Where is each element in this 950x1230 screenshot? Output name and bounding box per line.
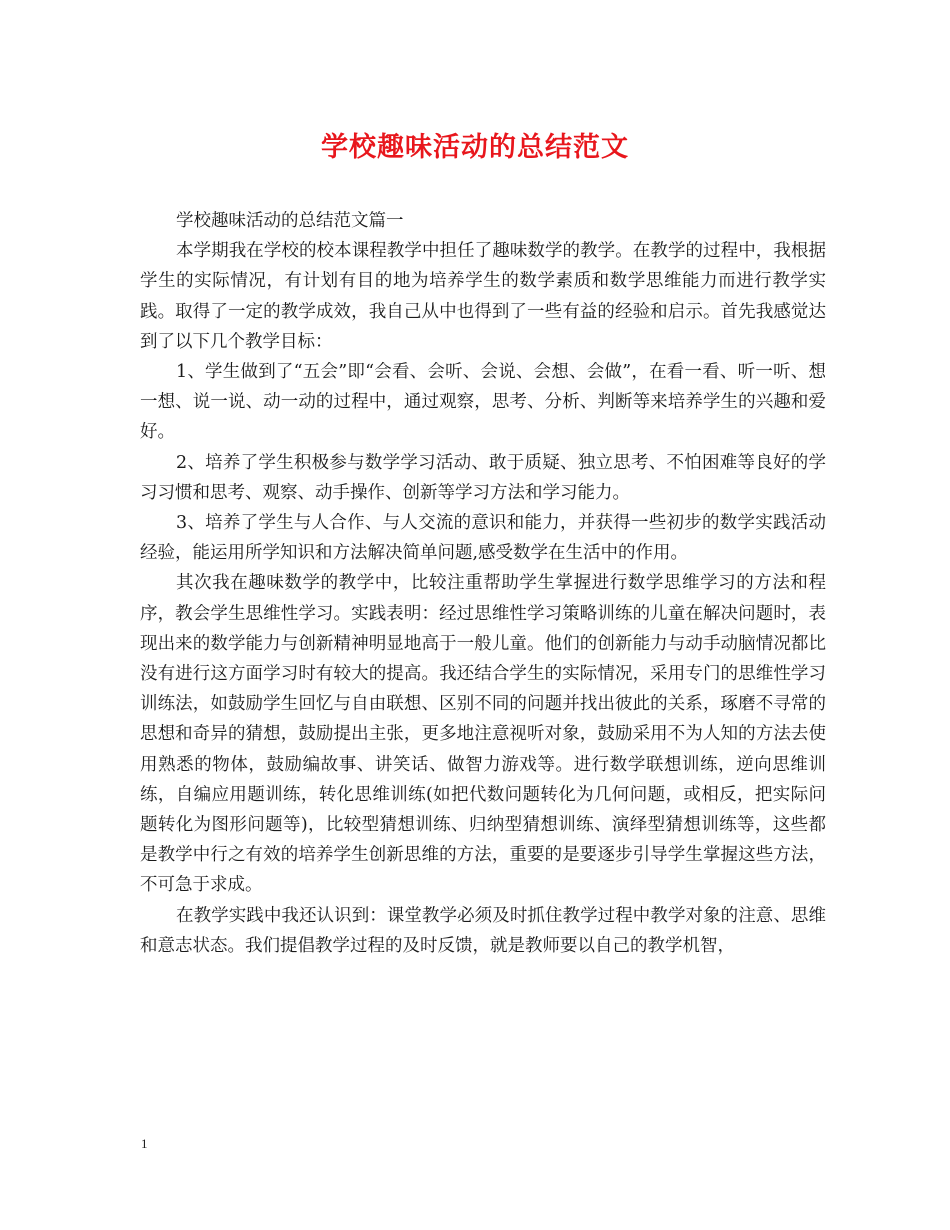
document-title: 学校趣味活动的总结范文 (321, 132, 629, 163)
body-paragraph: 本学期我在学校的校本课程教学中担任了趣味数学的教学。在教学的过程中，我根据学生的实际情况，有计划有目的地为培养学生的数学素质和数学思维能力而进行教学实践。取得了一定的教学成效，我自己从中也得到了一些有益的经验和启示。首先我感觉达到了以下几个教学目标： (140, 241, 826, 352)
body-paragraph: 3、培养了学生与人合作、与人交流的意识和能力，并获得一些初步的数学实践活动经验，能运用所学知识和方法解决简单问题,感受数学在生活中的作用。 (140, 513, 826, 564)
document-body (140, 206, 826, 961)
body-paragraph: 其次我在趣味数学的教学中，比较注重帮助学生掌握进行数学思维学习的方法和程序，教会学生思维性学习。实践表明：经过思维性学习策略训练的儿童在解决问题时，表现出来的数学能力与创新精神明显地高于一般儿童。他们的创新能力与动手动脑情况都比没有进行这方面学习时有较大的提高。我还结合学生的实际情况，采用专门的思维性学习训练法，如鼓励学生回忆与自由联想、区别不同的问题并找出彼此的关系，琢磨不寻常的思想和奇异的猜想，鼓励提出主张，更多地注意视听对象，鼓励采用不为人知的方法去使用熟悉的物体，鼓励编故事、讲笑话、做智力游戏等。进行数学联想训练，逆向思维训练，自编应用题训练，转化思维训练(如把代数问题转化为几何问题，或相反，把实际问题转化为图形问题等)，比较型猜想训练、归纳型猜想训练、演绎型猜想训练等，这些都是教学中行之有效的培养学生创新思维的方法，重要的是要逐步引导学生掌握这些方法，不可急于求成。 (140, 573, 826, 896)
section-heading: 学校趣味活动的总结范文篇一 (176, 211, 404, 231)
body-paragraph: 1、学生做到了“五会”即“会看、会听、会说、会想、会做”，在看一看、听一听、想一想、说一说、动一动的过程中，通过观察，思考、分析、判断等来培养学生的兴趣和爱好。 (140, 362, 826, 443)
page-number: 1 (141, 1136, 148, 1151)
body-paragraph: 在教学实践中我还认识到：课堂教学必须及时抓住教学过程中教学对象的注意、思维和意志状态。我们提倡教学过程的及时反馈，就是教师要以自己的教学机智， (140, 905, 826, 956)
body-paragraph: 2、培养了学生积极参与数学学习活动、敢于质疑、独立思考、不怕困难等良好的学习习惯和思考、观察、动手操作、创新等学习方法和学习能力。 (140, 452, 826, 503)
